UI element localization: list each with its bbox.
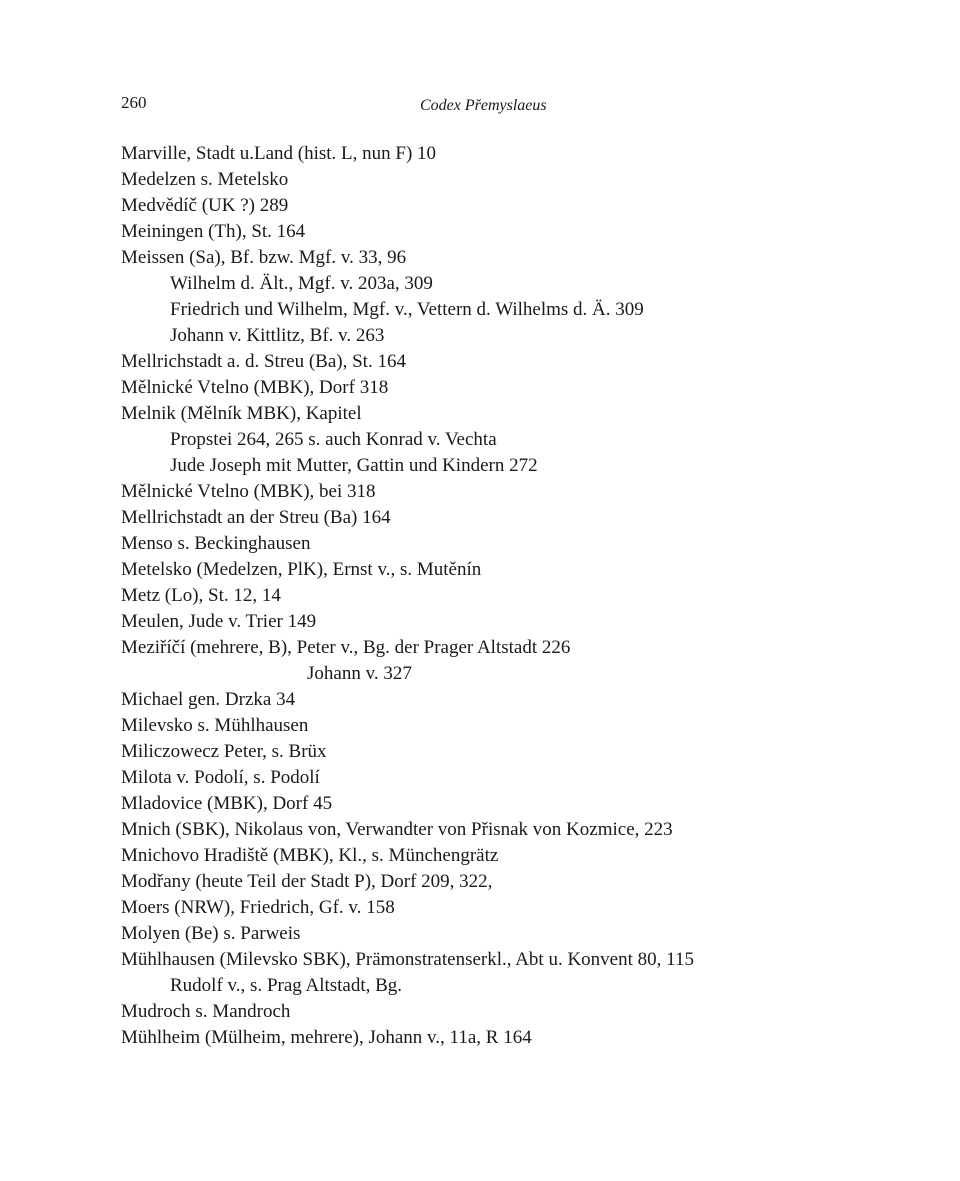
index-subentry: Johann v. Kittlitz, Bf. v. 263 <box>170 325 385 346</box>
index-entry: Mnichovo Hradiště (MBK), Kl., s. Münchengrätz <box>121 845 499 866</box>
index-entry: Miliczowecz Peter, s. Brüx <box>121 741 327 762</box>
index-entry: Mudroch s. Mandroch <box>121 1001 291 1022</box>
index-subentry: Friedrich und Wilhelm, Mgf. v., Vettern d. Wilhelms d. Ä. 309 <box>170 299 644 320</box>
page-number: 260 <box>121 93 147 112</box>
running-title: Codex Přemyslaeus <box>420 97 547 114</box>
index-entry: Marville, Stadt u.Land (hist. L, nun F) 10 <box>121 143 437 164</box>
index-entry: Melnik (Mělník MBK), Kapitel <box>121 403 362 424</box>
index-entry: Moers (NRW), Friedrich, Gf. v. 158 <box>121 897 395 918</box>
index-entry: Molyen (Be) s. Parweis <box>121 923 301 944</box>
index-entry: Milota v. Podolí, s. Podolí <box>121 767 320 788</box>
index-entry-list <box>121 141 921 1051</box>
index-entry: Mnich (SBK), Nikolaus von, Verwandter von Přisnak von Kozmice, 223 <box>121 819 673 840</box>
index-subentry: Propstei 264, 265 s. auch Konrad v. Vechta <box>170 429 497 450</box>
index-entry: Meziříčí (mehrere, B), Peter v., Bg. der Prager Altstadt 226 <box>121 637 571 658</box>
index-entry: Milevsko s. Mühlhausen <box>121 715 309 736</box>
index-entry: Mellrichstadt an der Streu (Ba) 164 <box>121 507 391 528</box>
index-entry: Metz (Lo), St. 12, 14 <box>121 585 281 606</box>
index-subentry: Johann v. 327 <box>307 663 412 684</box>
index-entry: Mellrichstadt a. d. Streu (Ba), St. 164 <box>121 351 406 372</box>
index-entry: Mělnické Vtelno (MBK), bei 318 <box>121 481 376 502</box>
index-entry: Meissen (Sa), Bf. bzw. Mgf. v. 33, 96 <box>121 247 407 268</box>
index-subentry: Jude Joseph mit Mutter, Gattin und Kindern 272 <box>170 455 538 476</box>
index-entry: Mühlhausen (Milevsko SBK), Prämonstratenserkl., Abt u. Konvent 80, 115 <box>121 949 694 970</box>
index-entry: Menso s. Beckinghausen <box>121 533 311 554</box>
index-entry: Meulen, Jude v. Trier 149 <box>121 611 317 632</box>
index-entry: Meiningen (Th), St. 164 <box>121 221 306 242</box>
index-entry: Mělnické Vtelno (MBK), Dorf 318 <box>121 377 389 398</box>
index-entry: Mühlheim (Mülheim, mehrere), Johann v., 11a, R 164 <box>121 1027 532 1048</box>
index-entry: Medvědíč (UK ?) 289 <box>121 195 289 216</box>
index-entry: Mladovice (MBK), Dorf 45 <box>121 793 333 814</box>
index-subentry: Rudolf v., s. Prag Altstadt, Bg. <box>170 975 403 996</box>
index-subentry: Wilhelm d. Ält., Mgf. v. 203a, 309 <box>170 273 433 294</box>
index-entry: Modřany (heute Teil der Stadt P), Dorf 209, 322, <box>121 871 493 892</box>
index-entry: Metelsko (Medelzen, PlK), Ernst v., s. Mutěnín <box>121 559 482 580</box>
index-entry: Michael gen. Drzka 34 <box>121 689 296 710</box>
index-entry: Medelzen s. Metelsko <box>121 169 289 190</box>
